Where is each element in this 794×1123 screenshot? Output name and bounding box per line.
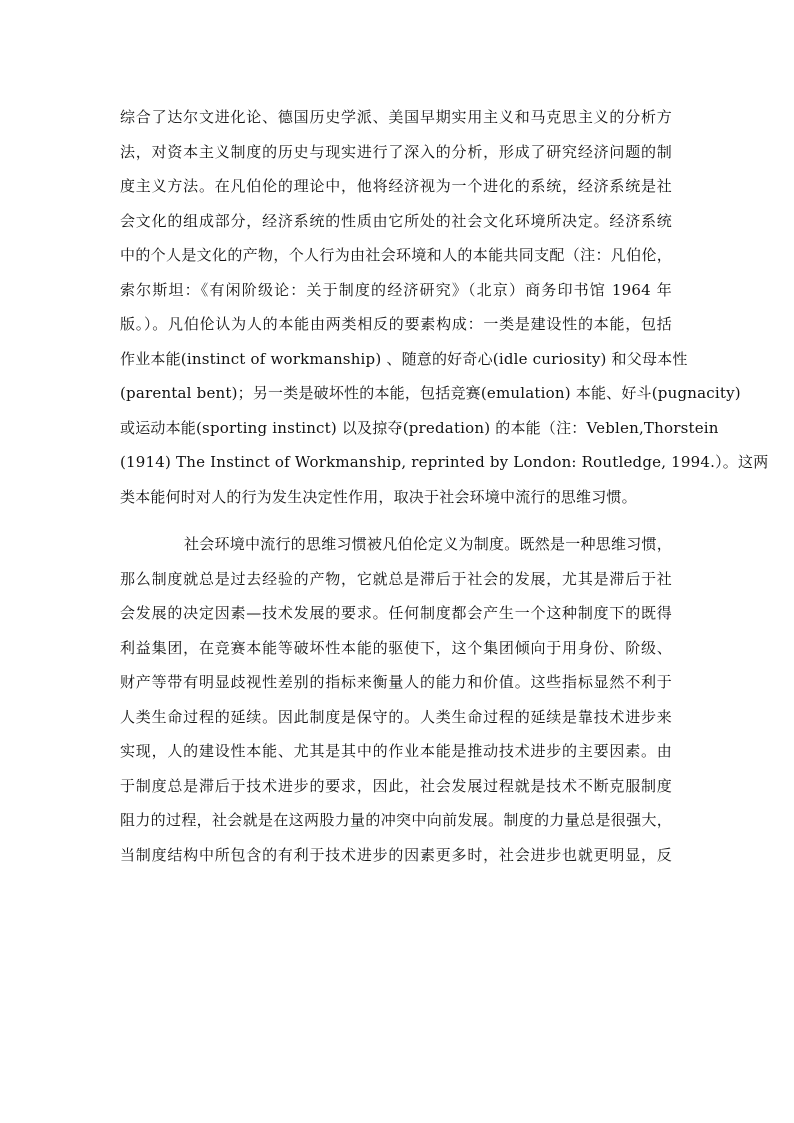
text-line: 人类生命过程的延续。因此制度是保守的。人类生命过程的延续是靠技术进步来 [120, 707, 672, 726]
text-line: 财产等带有明显歧视性差别的指标来衡量人的能力和价值。这些指标显然不利于 [120, 673, 672, 691]
text-line: 会发展的决定因素—技术发展的要求。任何制度都会产生一个这种制度下的既得 [120, 604, 672, 622]
text-line: 会文化的组成部分，经济系统的性质由它所处的社会文化环境所决定。经济系统 [120, 211, 672, 230]
text-line: (1914) The Instinct of Workmanship, reprinted by London: Routledge, 1994.）。这两 [120, 453, 769, 471]
text-line: 或运动本能(sporting instinct) 以及掠夺(predation) 的本能（注：Veblen,Thorstein [120, 418, 719, 437]
text-line: 度主义方法。在凡伯伦的理论中，他将经济视为一个进化的系统，经济系统是社 [120, 177, 672, 195]
paragraph-1 [120, 100, 769, 514]
text-line: 中的个人是文化的产物，个人行为由社会环境和人的本能共同支配（注：凡伯伦， [120, 246, 672, 264]
text-line: 实现，人的建设性本能、尤其是其中的作业本能是推动技术进步的主要因素。由 [120, 742, 672, 760]
text-line: 于制度总是滞后于技术进步的要求，因此，社会发展过程就是技术不断克服制度 [120, 776, 672, 795]
text-line: 阻力的过程，社会就是在这两股力量的冲突中向前发展。制度的力量总是很强大， [120, 811, 672, 829]
text-line: 那么制度就总是过去经验的产物，它就总是滞后于社会的发展，尤其是滞后于社 [120, 569, 672, 588]
text-line: 作业本能(instinct of workmanship) 、随意的好奇心(idle curiosity) 和父母本性 [120, 349, 688, 368]
text-line: 版。）。凡伯伦认为人的本能由两类相反的要素构成：一类是建设性的本能，包括 [120, 315, 672, 333]
text-line: 当制度结构中所包含的有利于技术进步的因素更多时，社会进步也就更明显，反 [120, 845, 672, 864]
body-text [120, 100, 769, 872]
text-line: 综合了达尔文进化论、德国历史学派、美国早期实用主义和马克思主义的分析方 [120, 108, 672, 126]
text-line: (parental bent)；另一类是破坏性的本能，包括竞赛(emulation) 本能、好斗(pugnacity) [120, 384, 741, 402]
text-line: 法，对资本主义制度的历史与现实进行了深入的分析，形成了研究经济问题的制 [120, 142, 672, 161]
paragraph-gap [120, 514, 672, 527]
text-line: 类本能何时对人的行为发生决定性作用，取决于社会环境中流行的思维习惯。 [120, 487, 637, 506]
paragraph-2 [120, 527, 672, 872]
text-line: 索尔斯坦：《有闲阶级论：关于制度的经济研究》（北京）商务印书馆 1964 年 [120, 280, 672, 299]
text-line: 利益集团，在竞赛本能等破坏性本能的驱使下，这个集团倾向于用身份、阶级、 [120, 638, 672, 657]
text-line: 社会环境中流行的思维习惯被凡伯伦定义为制度。既然是一种思维习惯， [184, 535, 672, 553]
